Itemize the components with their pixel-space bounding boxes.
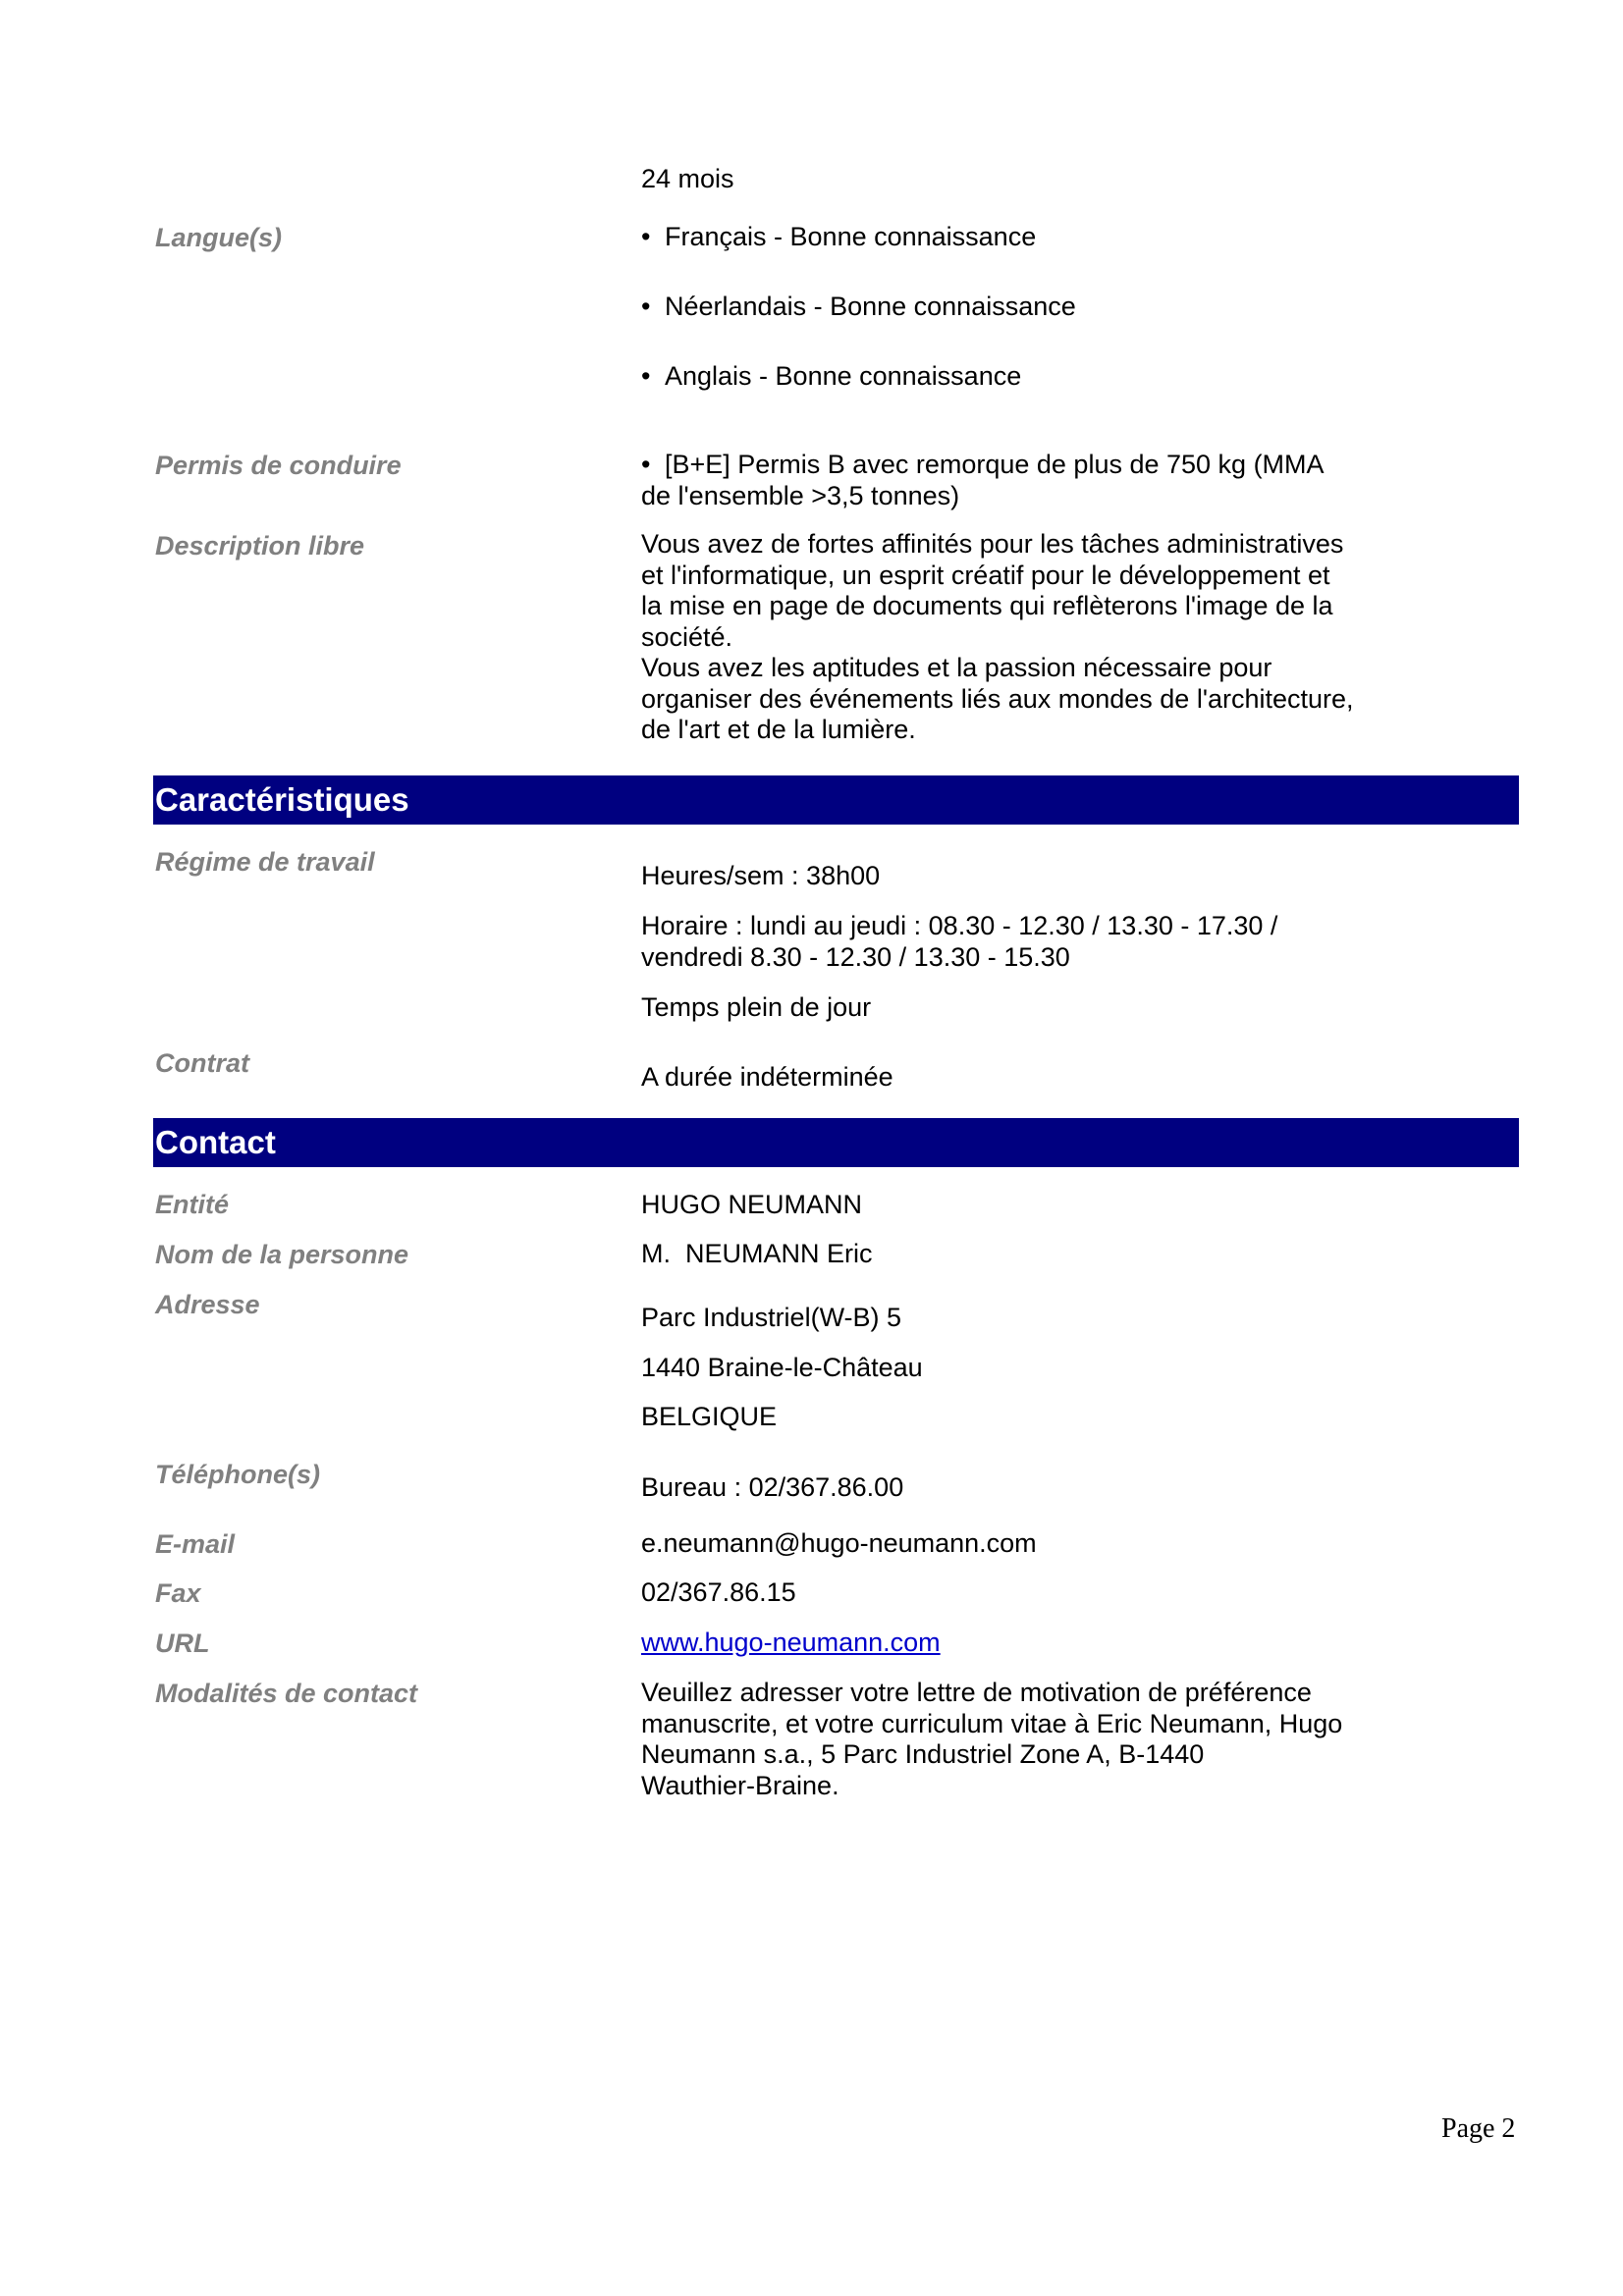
heures-value: Heures/sem : 38h00 bbox=[641, 861, 881, 890]
adresse-line: Parc Industriel(W-B) 5 bbox=[641, 1303, 902, 1332]
adresse-line: BELGIQUE bbox=[641, 1402, 778, 1431]
regime-label: Régime de travail bbox=[155, 847, 375, 877]
langue-text: Français - Bonne connaissance bbox=[665, 222, 1037, 251]
modalites-label: Modalités de contact bbox=[155, 1679, 418, 1708]
entite-label: Entité bbox=[155, 1190, 230, 1219]
email-label: E-mail bbox=[155, 1529, 236, 1559]
temps-value: Temps plein de jour bbox=[641, 992, 872, 1022]
langue-item bbox=[641, 361, 1387, 393]
horaire-value: Horaire : lundi au jeudi : 08.30 - 12.30 / 13.30 - 17.30 / vendredi 8.30 - 12.30 / 13.30 - 15.30 bbox=[641, 911, 1278, 972]
langue-item bbox=[641, 222, 1387, 253]
description-text: Vous avez de fortes affinités pour les tâches administratives et l'informatique, un esprit créatif pour le développement et la mise en page de documents qui reflèterons l'image de la société. Vous avez les aptitudes et la passion nécessaire pour organiser des événements liés aux mondes de l'architecture, de l'art et de la lumière. bbox=[641, 529, 1354, 744]
duration-value: 24 mois bbox=[641, 164, 734, 193]
langues-label: Langue(s) bbox=[155, 223, 283, 252]
section-header-caracteristiques: Caractéristiques bbox=[153, 775, 1519, 825]
nom-label: Nom de la personne bbox=[155, 1240, 409, 1269]
telephone-label: Téléphone(s) bbox=[155, 1460, 321, 1489]
entite-value: HUGO NEUMANN bbox=[641, 1190, 863, 1219]
email-value: e.neumann@hugo-neumann.com bbox=[641, 1528, 1037, 1558]
page-number: Page 2 bbox=[1441, 2113, 1516, 2144]
langue-text: Anglais - Bonne connaissance bbox=[665, 361, 1022, 391]
contrat-label: Contrat bbox=[155, 1048, 249, 1078]
langue-text: Néerlandais - Bonne connaissance bbox=[665, 292, 1076, 321]
nom-value: M. NEUMANN Eric bbox=[641, 1239, 873, 1268]
fax-value: 02/367.86.15 bbox=[641, 1577, 796, 1607]
bullet-icon: • bbox=[641, 222, 651, 251]
fax-label: Fax bbox=[155, 1578, 201, 1608]
permis-item bbox=[641, 450, 1387, 510]
adresse-label: Adresse bbox=[155, 1290, 260, 1319]
langue-item bbox=[641, 292, 1387, 323]
telephone-value: Bureau : 02/367.86.00 bbox=[641, 1472, 904, 1502]
url-label: URL bbox=[155, 1629, 210, 1658]
bullet-icon: • bbox=[641, 450, 651, 479]
url-container bbox=[641, 1628, 1387, 1659]
section-header-contact: Contact bbox=[153, 1118, 1519, 1167]
bullet-icon: • bbox=[641, 361, 651, 391]
url-link[interactable]: www.hugo-neumann.com bbox=[641, 1628, 941, 1657]
modalites-text: Veuillez adresser votre lettre de motivation de préférence manuscrite, et votre curriculum vitae à Eric Neumann, Hugo Neumann s.a., 5 Parc Industriel Zone A, B-1440 Wauthier-Braine. bbox=[641, 1678, 1343, 1800]
bullet-icon: • bbox=[641, 292, 651, 321]
permis-text: [B+E] Permis B avec remorque de plus de 750 kg (MMA de l'ensemble >3,5 tonnes) bbox=[641, 450, 1325, 510]
contrat-value: A durée indéterminée bbox=[641, 1062, 893, 1092]
description-label: Description libre bbox=[155, 531, 365, 561]
adresse-line: 1440 Braine-le-Château bbox=[641, 1353, 923, 1382]
permis-label: Permis de conduire bbox=[155, 451, 402, 480]
